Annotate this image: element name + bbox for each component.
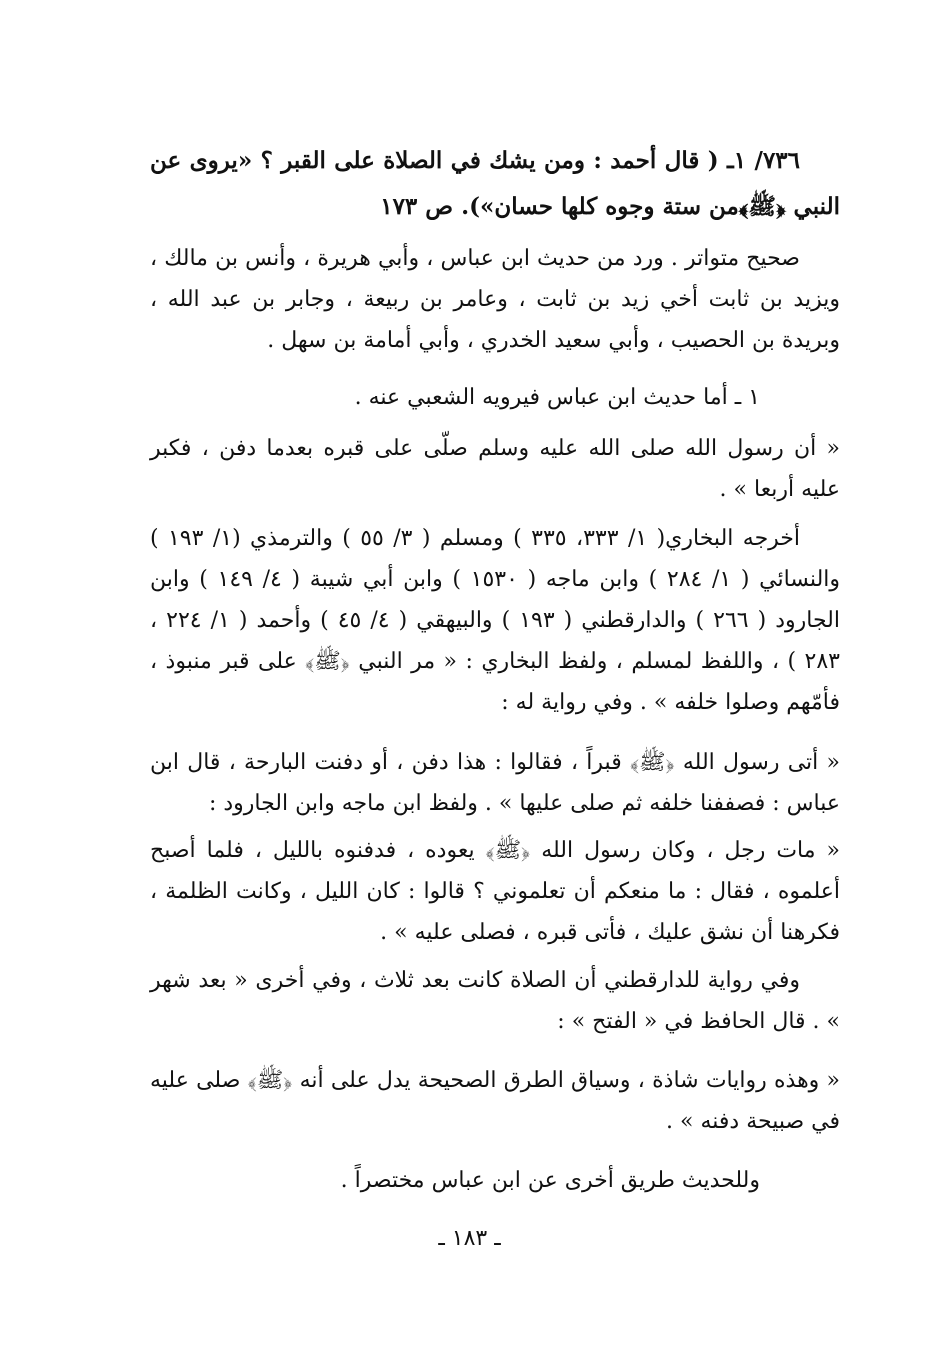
hadith-heading: ٧٣٦/ ١ـ ( قال أحمد : ومن يشك في الصلاة على القبر ؟ «يروى عن النبي ﴿ﷺ﴾من ستة وجوه كلها حسان»). ص ١٧٣: [150, 147, 840, 220]
paragraph-riwaya-1: « أتى رسول الله ﴿ﷺ﴾ قبراً ، فقالوا : هذا دفن ، أو دفنت البارحة ، قال ابن عباس : فصففنا خلفه ثم صلى عليها » . ولفظ ابن ماجه وابن الجارود :: [150, 750, 840, 816]
paragraph-takhrij: أخرجه البخاري( ١/ ٣٣٣، ٣٣٥ ) ومسلم ( ٣/ ٥٥ ) والترمذي (١/ ١٩٣ ) والنسائي ( ١/ ٢٨٤ ) وابن ماجه ( ١٥٣٠ ) وابن أبي شيبة ( ٤/ ١٤٩ ) وابن الجارود ( ٢٦٦ ) والدارقطني ( ١٩٣ ) والبيهقي ( ٤/ ٤٥ ) وأحمد ( ١/ ٢٢٤ ، ٢٨٣ ) ، واللفظ لمسلم ، ولفظ البخاري : « مر النبي ﴿ﷺ﴾ على قبر منبوذ ، فأمّهم وصلوا خلفه » . وفي رواية له :: [150, 526, 841, 715]
page-number: ـ ١٨٣ ـ: [438, 1226, 501, 1251]
paragraph-closing: وللحديث طريق أخرى عن ابن عباس مختصراً .: [340, 1168, 760, 1193]
paragraph-daraqutni: وفي رواية للدارقطني أن الصلاة كانت بعد ثلاث ، وفي أخرى « بعد شهر » . قال الحافظ في « الفتح » :: [150, 968, 840, 1034]
paragraph-grading: صحيح متواتر . ورد من حديث ابن عباس ، وأبي هريرة ، وأنس بن مالك ، ويزيد بن ثابت أخي زيد بن ثابت ، وعامر بن ربيعة ، وجابر بن عبد الله ، وبريدة بن الحصيب ، وأبي سعيد الخدري ، وأبي أمامة بن سهل .: [150, 246, 840, 353]
paragraph-ibn-abbas-intro: ١ ـ أما حديث ابن عباس فيرويه الشعبي عنه .: [354, 385, 760, 410]
paragraph-riwaya-2: « مات رجل ، وكان رسول الله ﴿ﷺ﴾ يعوده ، فدفنوه بالليل ، فلما أصبح أعلموه ، فقال : ما منعكم أن تعلموني ؟ قالوا : كان الليل ، وكانت الظلمة ، فكرهنا أن نشق عليك ، فأتى قبره ، فصلى عليه » .: [150, 838, 840, 945]
paragraph-fath-quote: « وهذه روايات شاذة ، وسياق الطرق الصحيحة يدل على أنه ﴿ﷺ﴾ صلى عليه في صبيحة دفنه » .: [150, 1068, 841, 1134]
paragraph-hadith-text: « أن رسول الله صلى الله عليه وسلم صلّى على قبره بعدما دفن ، فكبر عليه أربعا » .: [150, 436, 840, 502]
